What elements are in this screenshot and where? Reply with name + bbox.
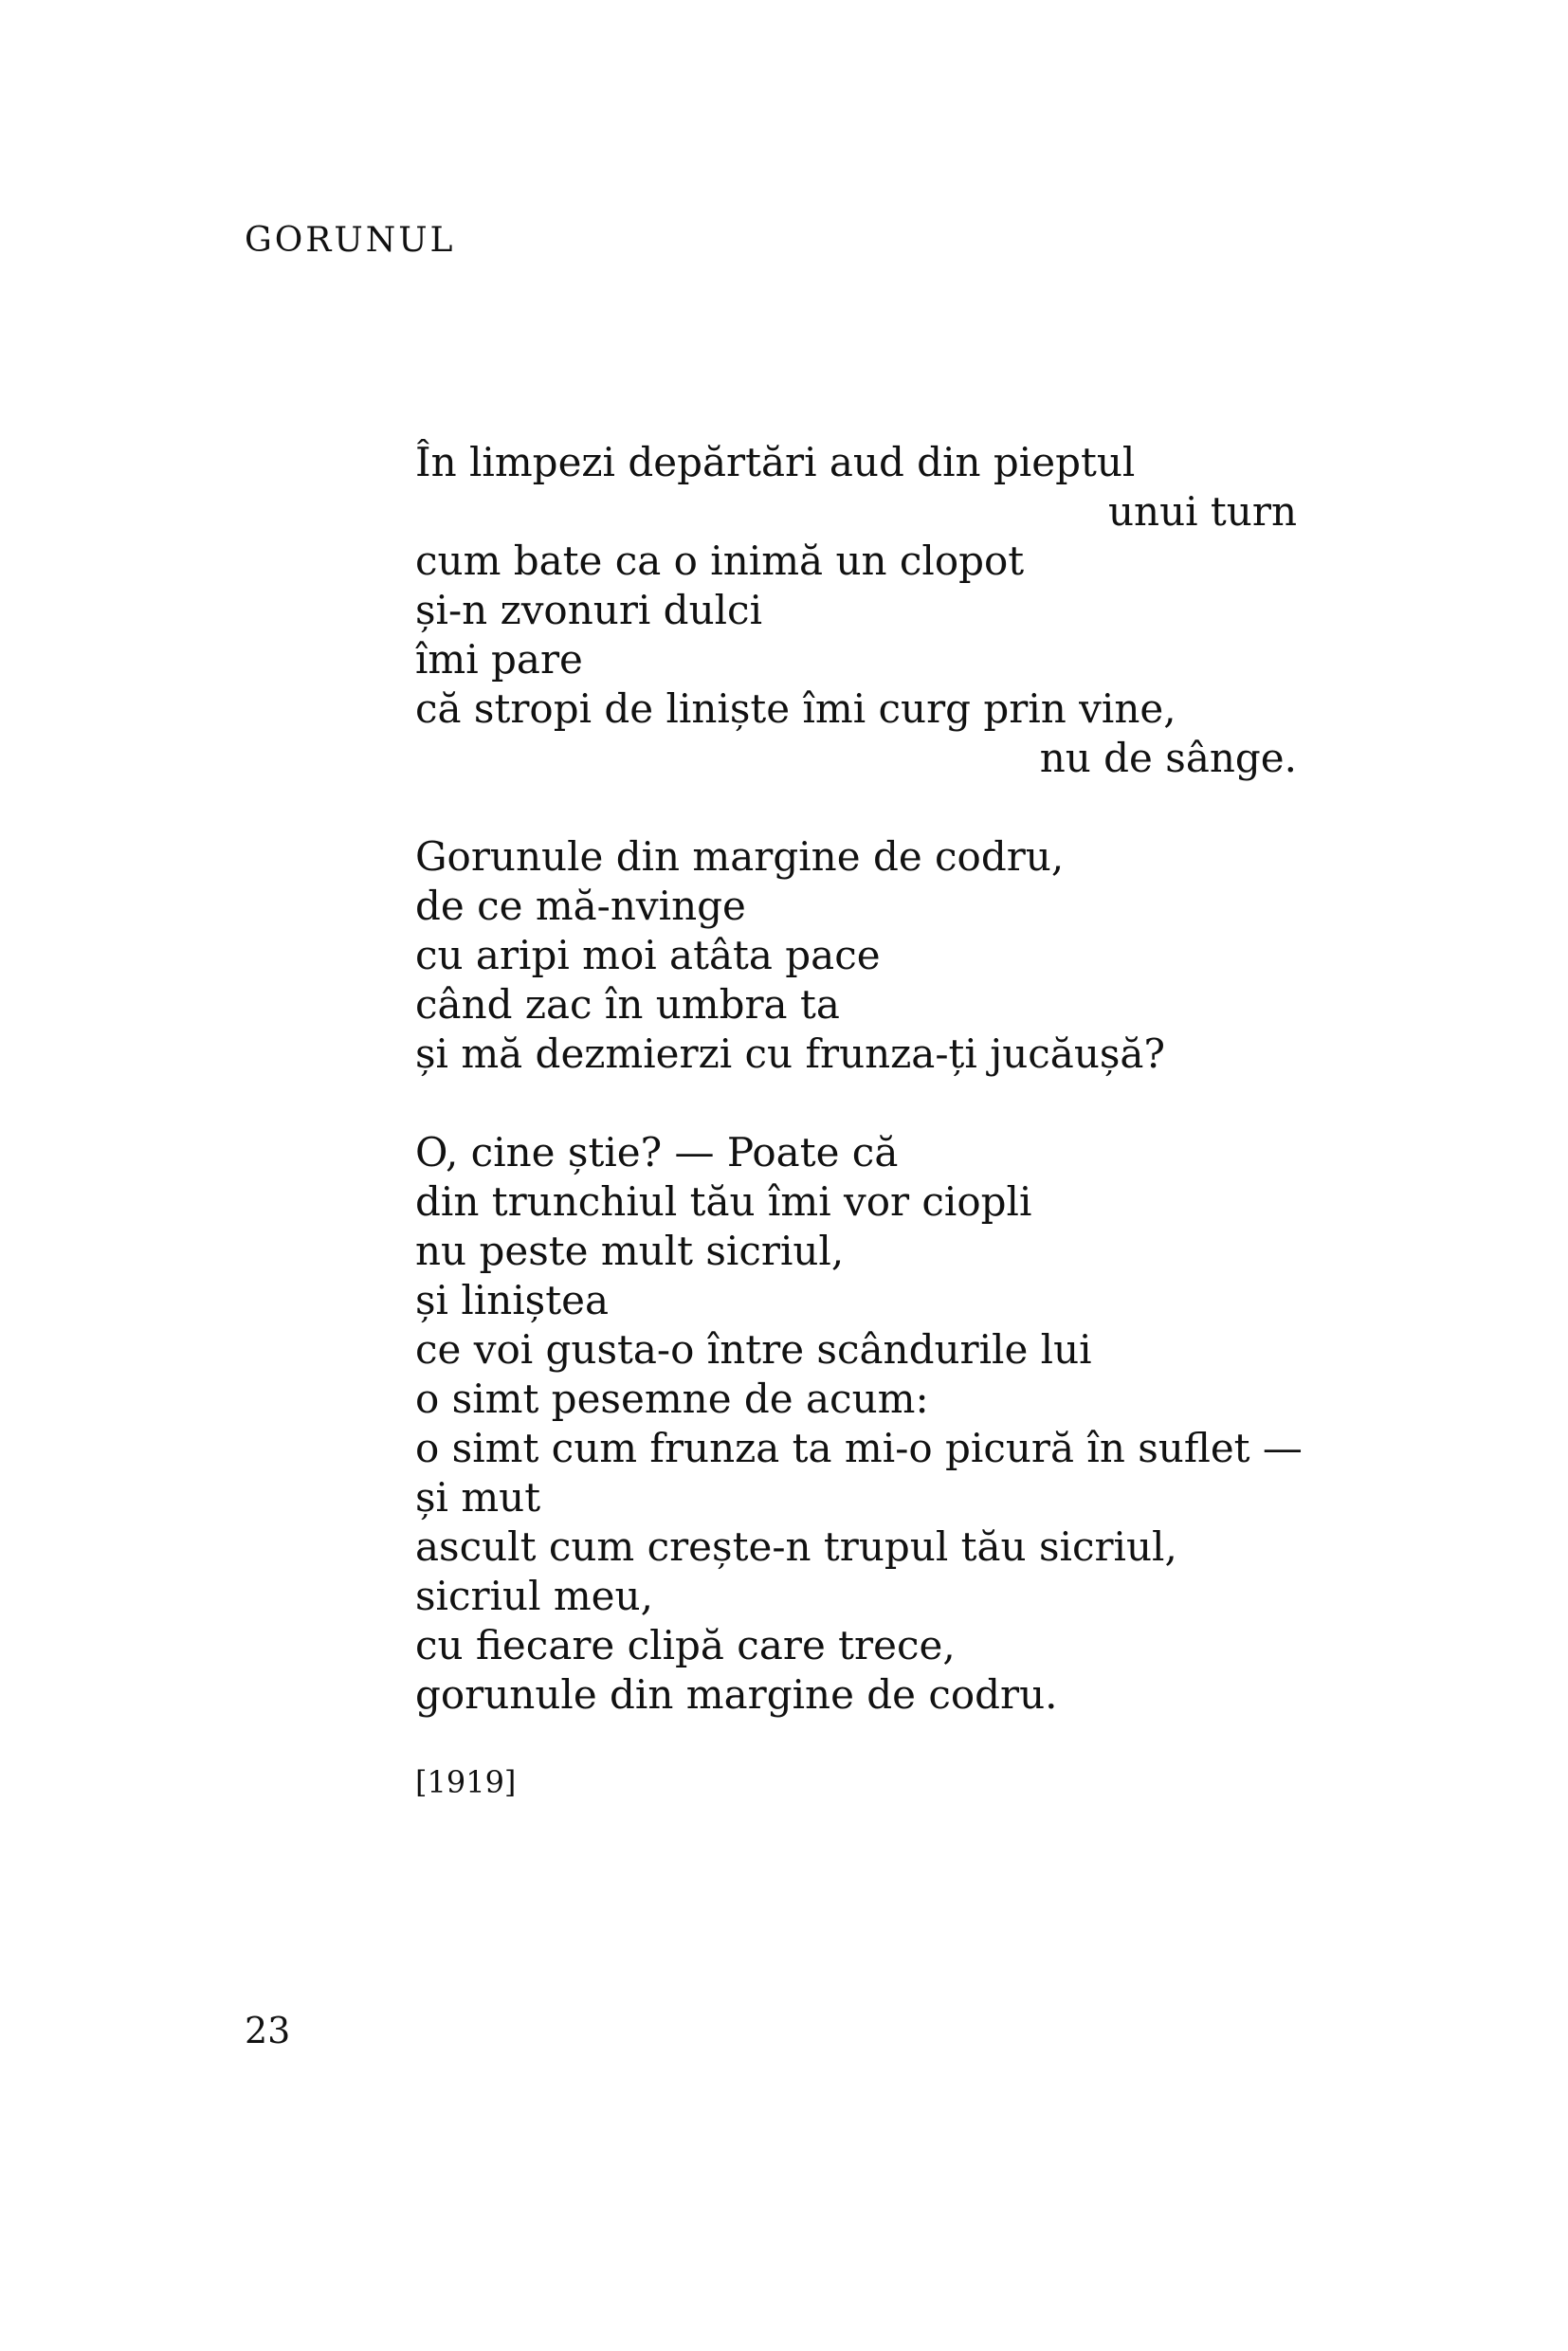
poem-line: și-n zvonuri dulci bbox=[415, 587, 763, 633]
poem-line: o simt pesemne de acum: bbox=[415, 1376, 929, 1422]
stanza bbox=[415, 832, 1297, 1079]
poem-line: ce voi gusta-o între scândurile lui bbox=[415, 1326, 1092, 1373]
page-number: 23 bbox=[245, 2010, 291, 2051]
poem-line: îmi pare bbox=[415, 636, 583, 683]
poem-line: Gorunule din margine de codru, bbox=[415, 833, 1065, 880]
poem-line: că stropi de liniște îmi curg prin vine, bbox=[415, 685, 1176, 732]
stanza-divider bbox=[415, 783, 1297, 832]
stanza bbox=[415, 1128, 1303, 1720]
poem-line: cu aripi moi atâta pace bbox=[415, 932, 881, 978]
poem-line: din trunchiul tău îmi vor ciopli bbox=[415, 1178, 1032, 1225]
poem-line: sicriul meu, bbox=[415, 1573, 653, 1619]
poem-line: și mut bbox=[415, 1474, 541, 1521]
poem-line: cum bate ca o inimă un clopot bbox=[415, 538, 1025, 584]
poem-line: cu fiecare clipă care trece, bbox=[415, 1622, 956, 1668]
poem-line: și liniștea bbox=[415, 1277, 610, 1323]
poem-line: unui turn bbox=[1108, 488, 1297, 535]
poem-line: nu de sânge. bbox=[1039, 735, 1297, 781]
stanza bbox=[415, 438, 1297, 783]
poem-line: și mă dezmierzi cu frunza-ți jucăușă? bbox=[415, 1030, 1165, 1077]
poem-line: O, cine știe? — Poate că bbox=[415, 1129, 899, 1176]
poem-line: gorunule din margine de codru. bbox=[415, 1671, 1058, 1718]
poem-line: când zac în umbra ta bbox=[415, 981, 840, 1028]
poem-line: În limpezi depărtări aud din pieptul bbox=[415, 439, 1136, 485]
poem-line: ascult cum crește-n trupul tău sicriul, bbox=[415, 1523, 1177, 1570]
poem-body bbox=[415, 438, 1303, 1720]
poem-line: o simt cum frunza ta mi-o picură în suflet — bbox=[415, 1425, 1303, 1471]
poem-line: de ce mă-nvinge bbox=[415, 883, 746, 929]
stanza-divider bbox=[415, 1079, 1297, 1128]
page-title: GORUNUL bbox=[245, 221, 456, 260]
poem-line: nu peste mult sicriul, bbox=[415, 1228, 845, 1274]
poem-date: [1919] bbox=[415, 1764, 517, 1800]
